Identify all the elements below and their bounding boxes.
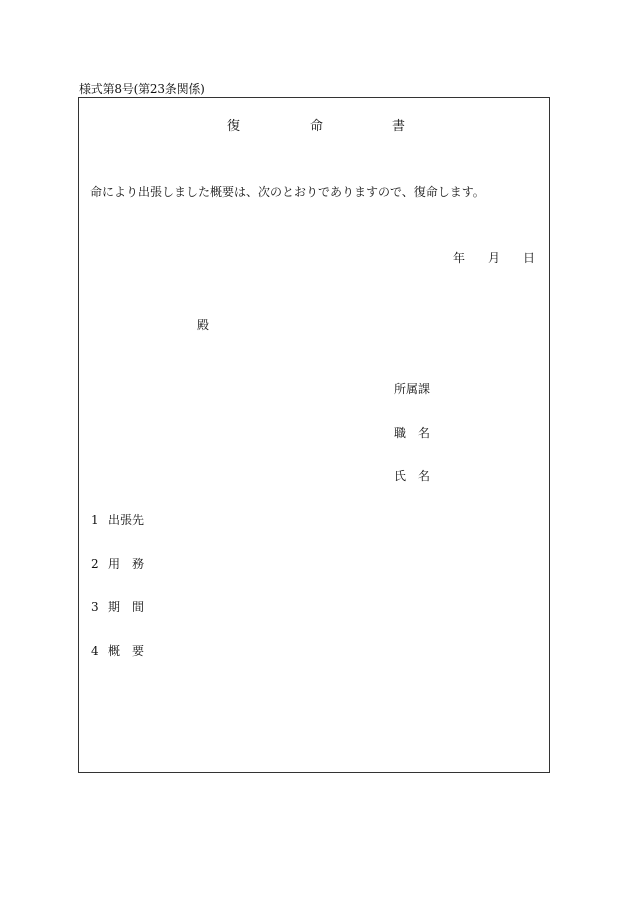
- item-3-label-char-2: 間: [132, 600, 145, 614]
- item-4-number: 4: [91, 644, 99, 658]
- date-year-label: 年: [453, 251, 466, 265]
- department-label: 所属課: [394, 382, 431, 396]
- item-1-label: 出張先: [108, 513, 145, 527]
- addressee-honorific: 殿: [197, 318, 210, 332]
- date-day-label: 日: [523, 251, 536, 265]
- item-3-label-char-1: 期: [108, 600, 121, 614]
- name-label-char-2: 名: [418, 469, 431, 483]
- item-2-label-char-1: 用: [108, 557, 121, 571]
- form-number-label: 様式第8号(第23条関係): [79, 82, 205, 96]
- item-2-number: 2: [91, 557, 99, 571]
- title-char-1: 復: [227, 119, 241, 134]
- position-label-char-2: 名: [418, 426, 431, 440]
- name-label-char-1: 氏: [394, 469, 407, 483]
- document-title: [0, 120, 630, 136]
- item-4-label-char-1: 概: [108, 644, 121, 658]
- report-statement: 命により出張しました概要は、次のとおりでありますので、復命します。: [90, 185, 485, 199]
- title-char-3: 書: [392, 119, 406, 134]
- position-label-char-1: 職: [394, 426, 407, 440]
- title-char-2: 命: [310, 119, 324, 134]
- item-2-label-char-2: 務: [132, 557, 145, 571]
- date-month-label: 月: [488, 251, 501, 265]
- item-3-number: 3: [91, 600, 99, 614]
- item-4-label-char-2: 要: [132, 644, 145, 658]
- item-1-number: 1: [91, 513, 99, 527]
